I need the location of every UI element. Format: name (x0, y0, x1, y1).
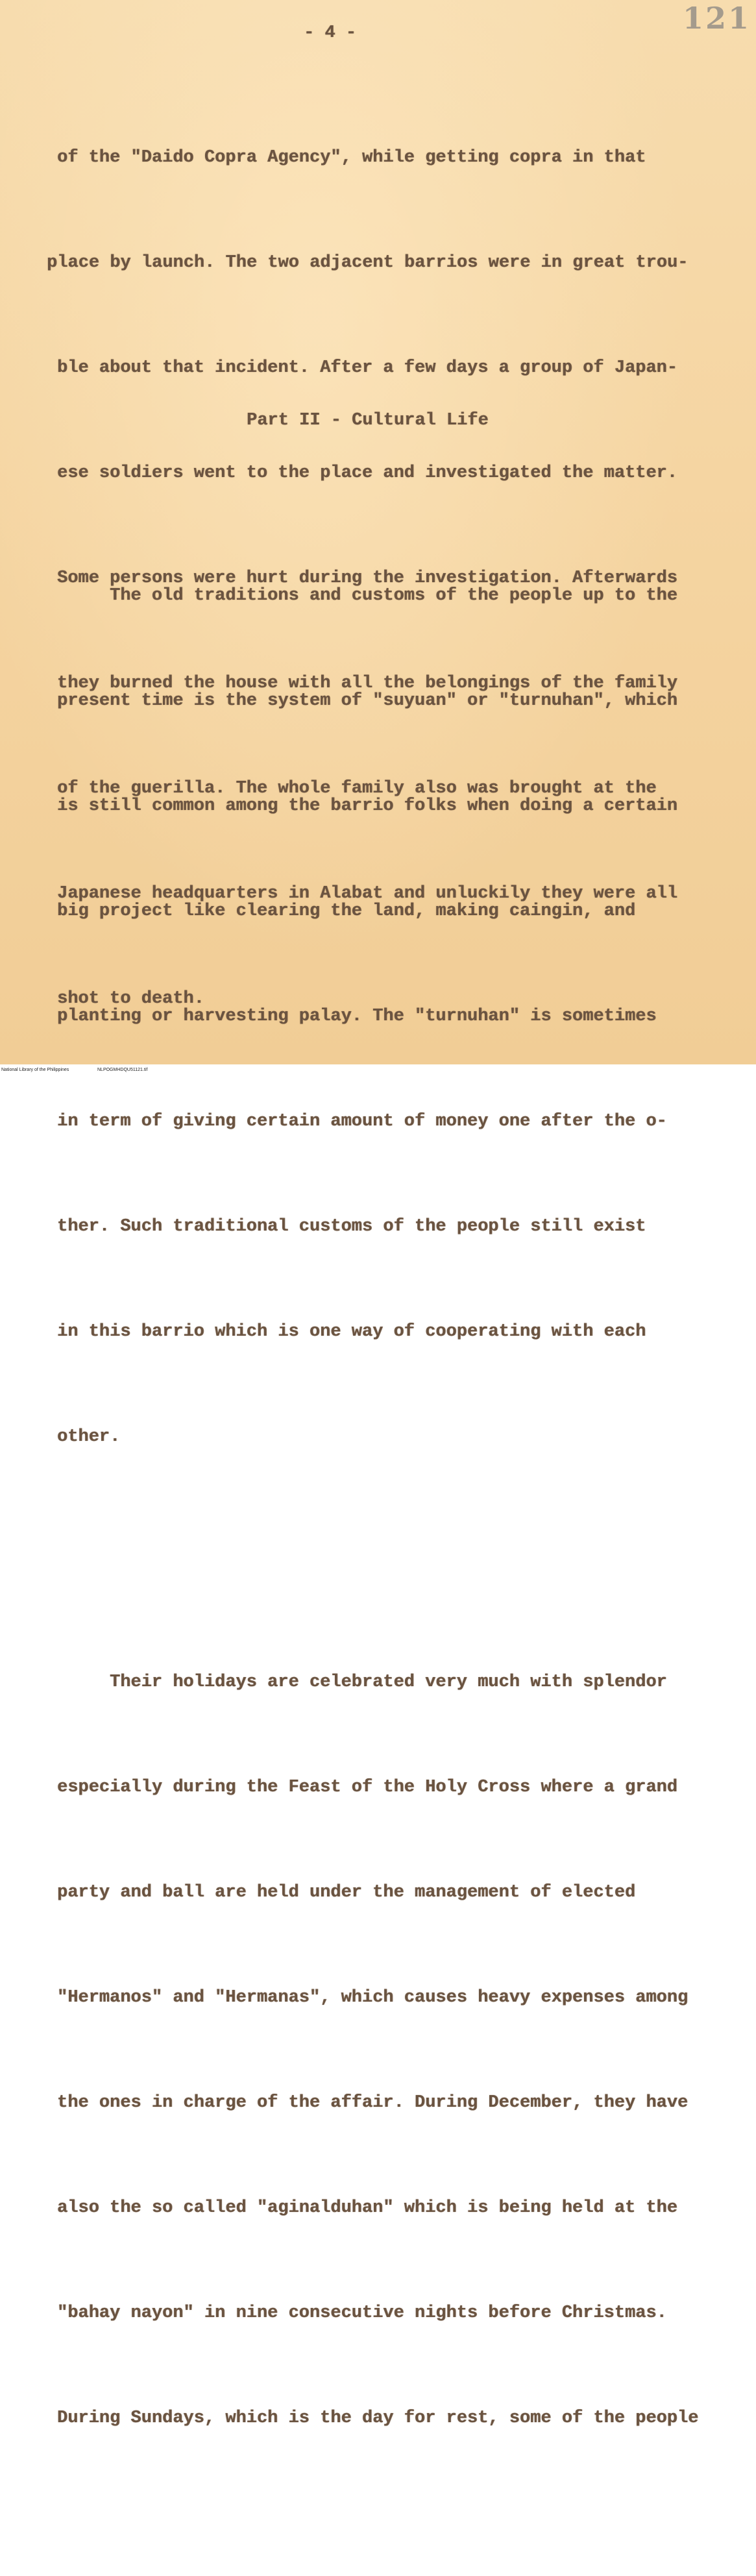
paragraph-2 (57, 508, 698, 1525)
text-line: ther. Such traditional customs of the people still exist (57, 1217, 646, 1236)
text-line: other. (57, 1427, 121, 1447)
text-line: is still common among the barrio folks when doing a certain (57, 796, 677, 816)
text-line: big project like clearing the land, making caingin, and (57, 902, 636, 921)
text-line: present time is the system of "suyuan" or "turnuhan", which (57, 691, 677, 711)
text-line: Some persons were hurt during the investigation. Afterwards (57, 569, 677, 588)
text-line: ble about that incident. After a few days a group of Japan- (57, 358, 677, 378)
body-text (57, 438, 698, 2576)
text-line: in this barrio which is one way of cooperating with each (57, 1322, 646, 1342)
text-line: Japanese headquarters in Alabat and unluckily they were all (57, 884, 677, 903)
text-line: the ones in charge of the affair. During December, they have (57, 2093, 689, 2113)
text-line: especially during the Feast of the Holy Cross where a grand (57, 1778, 677, 1797)
text-line: Their holidays are celebrated very much with splendor (110, 1673, 667, 1692)
text-line: shot to death. (57, 989, 204, 1009)
text-line: party and ball are held under the management of elected (57, 1883, 636, 1902)
paragraph-3 (57, 1595, 698, 2506)
text-line: also the so called "aginalduhan" which is being held at the (57, 2198, 677, 2218)
footer-library: National Library of the Philippines (1, 1068, 69, 1072)
text-line: of the guerilla. The whole family also was brought at the (57, 779, 657, 798)
text-line: place by launch. The two adjacent barrios were in great trou- (47, 253, 689, 273)
text-line: in term of giving certain amount of money one after the o- (57, 1112, 667, 1131)
footer-filename: NLPOGMHDQU51121.tif (97, 1068, 148, 1072)
text-line: The old traditions and customs of the people up to the (110, 586, 677, 606)
text-line: ese soldiers went to the place and investigated the matter. (57, 463, 677, 483)
folio-number: 121 (682, 1, 751, 36)
scan-footer (0, 1064, 756, 1076)
section-heading: Part II - Cultural Life (247, 411, 489, 430)
text-line: planting or harvesting palay. The "turnuhan" is sometimes (57, 1007, 657, 1026)
text-line: "bahay nayon" in nine consecutive nights before Christmas. (57, 2303, 667, 2323)
text-line: During Sundays, which is the day for rest, some of the people (57, 2409, 699, 2428)
text-line: of the "Daido Copra Agency", while getting copra in that (57, 148, 646, 167)
page-number: - 4 - (304, 23, 357, 43)
text-line: "Hermanos" and "Hermanas", which causes heavy expenses among (57, 1988, 689, 2007)
text-line: they burned the house with all the belongings of the family (57, 674, 677, 693)
